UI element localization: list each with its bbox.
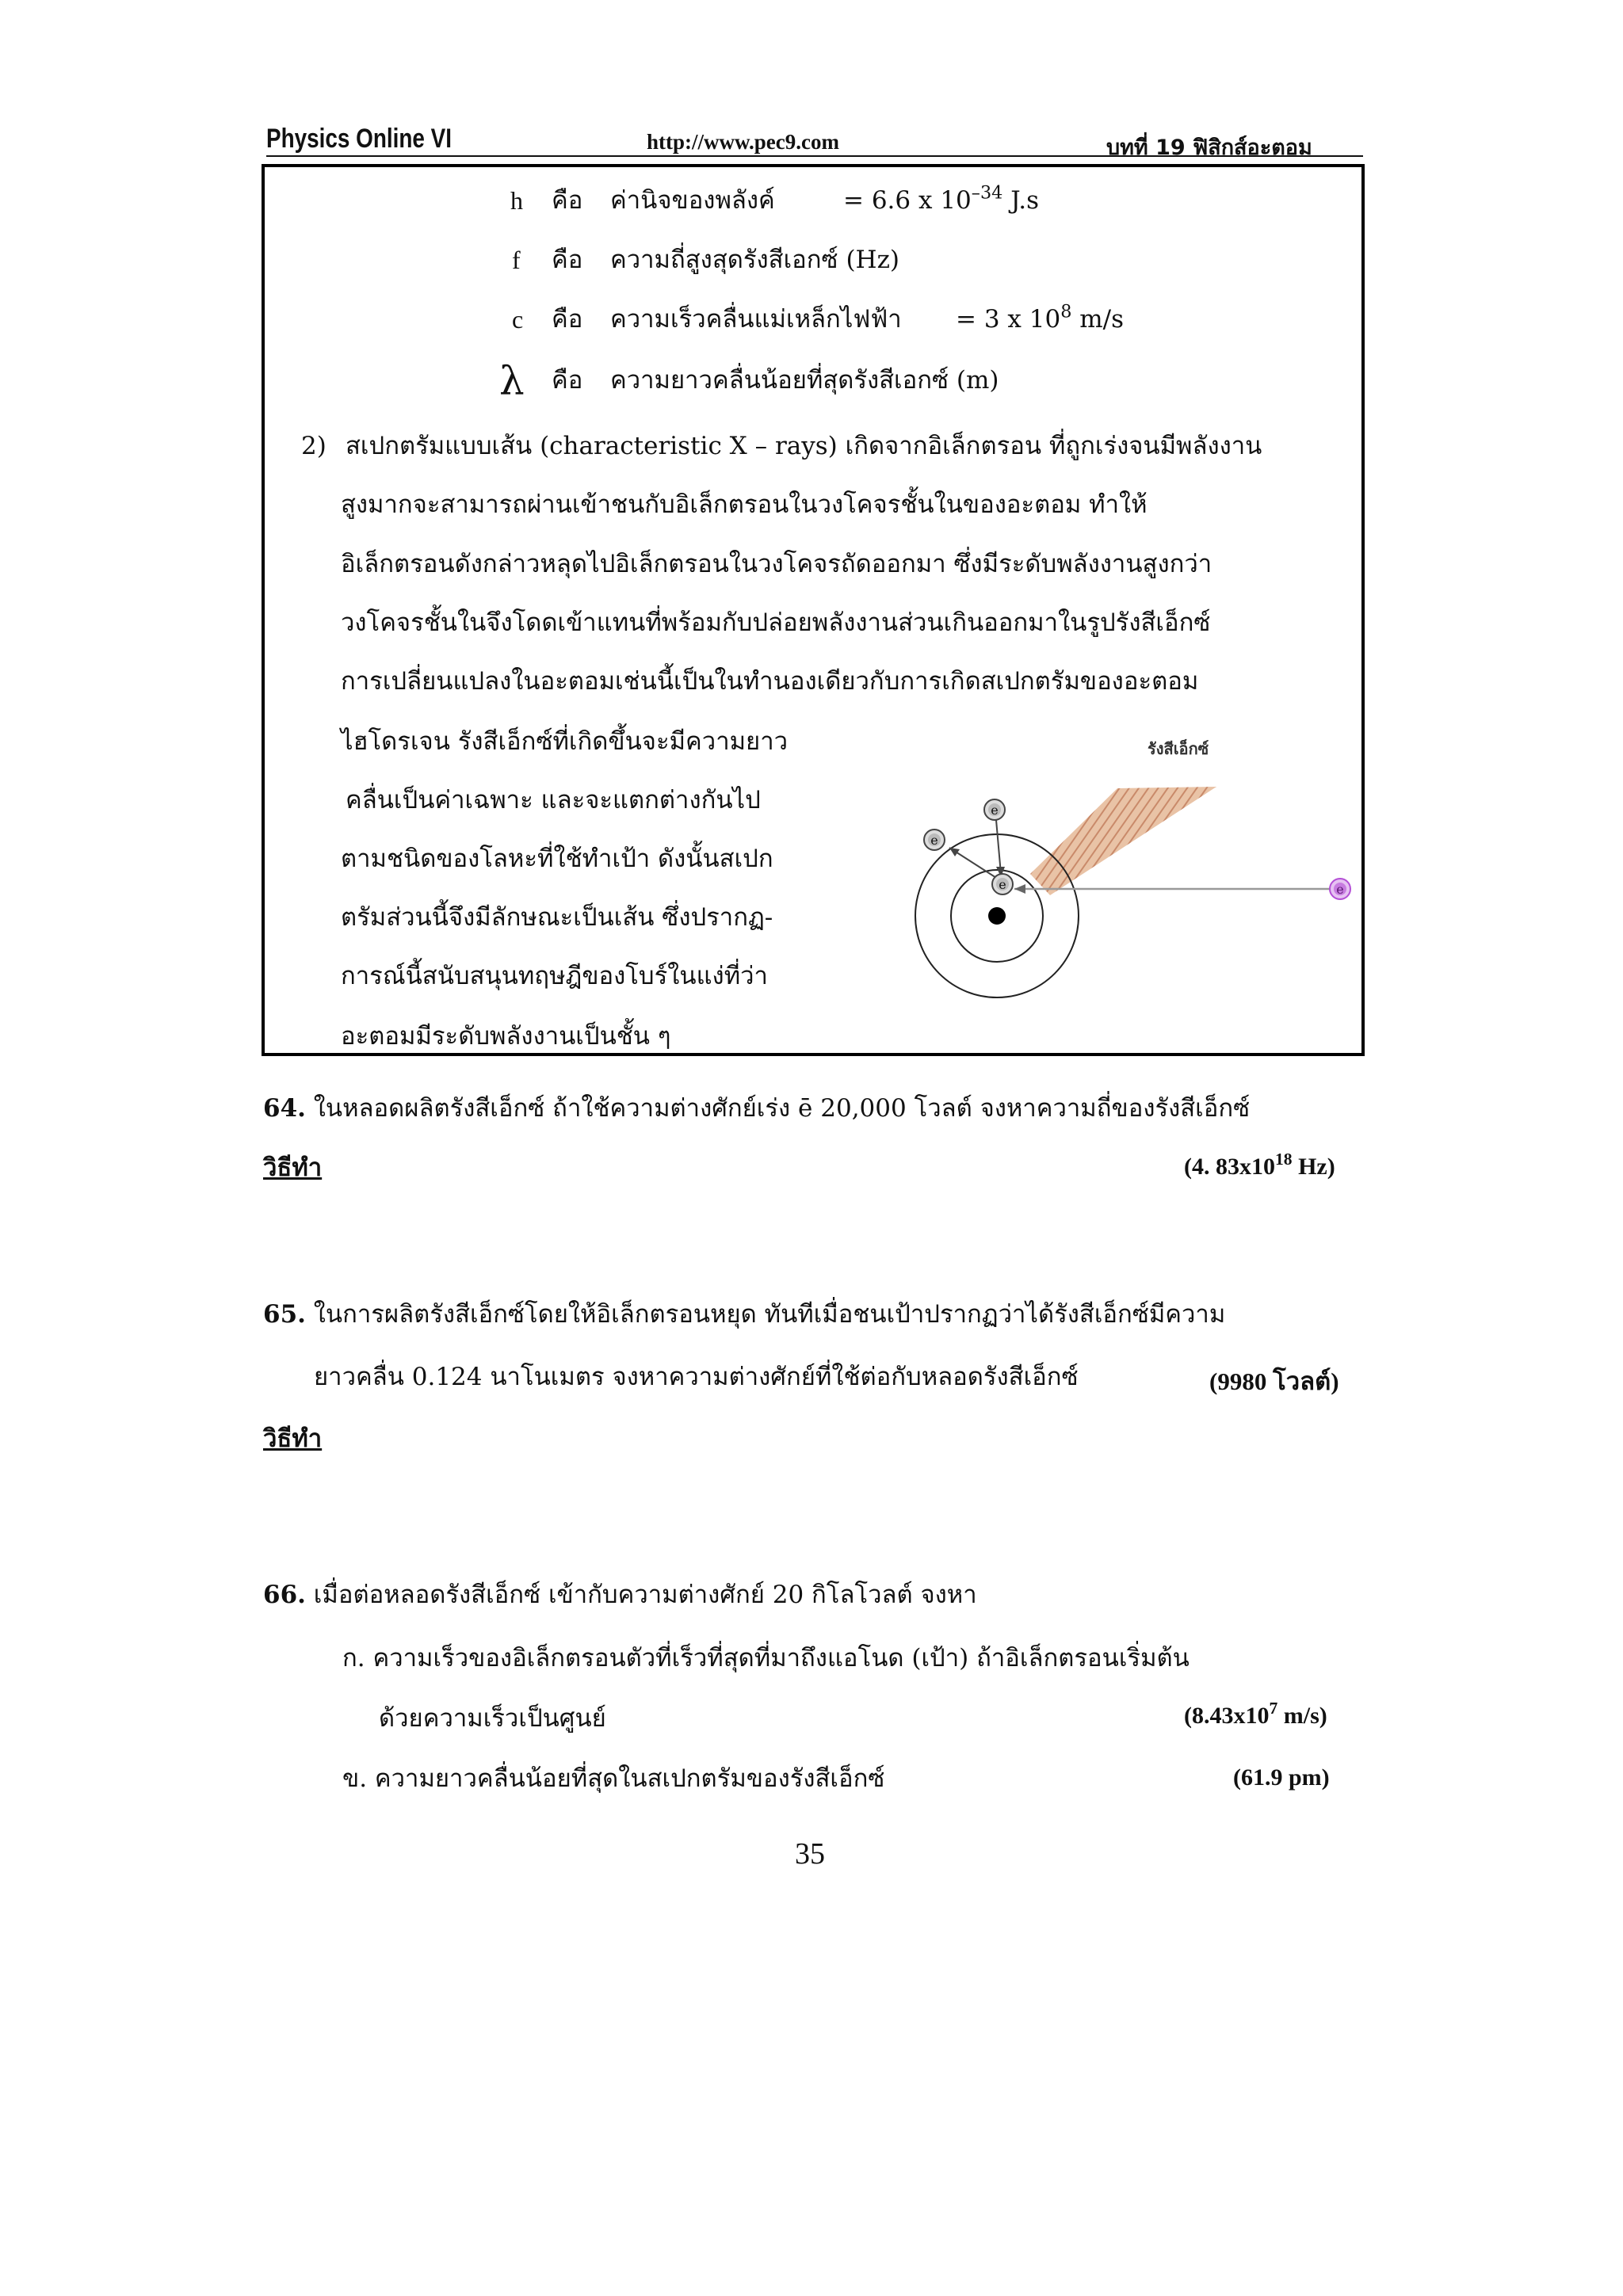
ejected-electron [924,830,945,850]
q66-part-a-answer: ($8.43x10^7$ m/s) [1184,1699,1327,1729]
q66-question: 66. เมื่อต่อหลอดรังสีเอ็กซ์ เข้ากับความต่างศักย์ 20 กิโลโวลต์ จงหา [263,1581,977,1609]
q66-part-a: ก. ความเร็วของอิเล็กตรอนตัวที่เร็วที่สุดที่มาถึงแอโนด (เป้า) ถ้าอิเล็กตรอนเริ่มต้น [342,1644,1190,1672]
q66-part-b: ข. ความยาวคลื่นน้อยที่สุดในสเปกตรัมของรังสีเอ็กซ์ [342,1764,885,1793]
page-number: 35 [795,1837,825,1871]
q66-part-a-line2: ด้วยความเร็วเป็นศูนย์ [379,1704,606,1733]
q65-question-line2: ยาวคลื่น 0.124 นาโนเมตร จงหาความต่างศักย์ที่ใช้ต่อกับหลอดรังสีเอ็กซ์ [314,1363,1079,1391]
nucleus [988,907,1006,925]
q65-question: 65. ในการผลิตรังสีเอ็กซ์โดยให้อิเล็กตรอนหยุด ทันทีเมื่อชนเป้าปรากฏว่าได้รังสีเอ็กซ์มีความ [263,1300,1226,1329]
section2-line: การเปลี่ยนแปลงในอะตอมเช่นนี้เป็นในทำนองเดียวกับการเกิดสเปกตรัมของอะตอม [341,667,1199,696]
header-url: http://www.pec9.com [647,130,839,154]
header-title: Physics Online VI [266,124,452,154]
inner-electron [992,874,1013,894]
q64-answer: (4. $83x10^{18}$ Hz) [1184,1150,1335,1180]
def-f: f คือ ความถี่สูงสุดรังสีเอกซ์ (Hz) [512,246,900,274]
section2-line: ตรัมส่วนนี้จึงมีลักษณะเป็นเส้น ซึ่งปรากฏ- [341,903,773,932]
section2-line: วงโคจรชั้นในจึงโดดเข้าแทนที่พร้อมกับปล่อยพลังงานส่วนเกินออกมาในรูปรังสีเอ็กซ์ [341,608,1211,637]
section2-line: สเปกตรัมแบบเส้น (characteristic X – rays) เกิดจากอิเล็กตรอน ที่ถูกเร่งจนมีพลังงาน [346,432,1262,460]
def-c: c คือ ความเร็วคลื่นแม่เหล็กไฟฟ้า = 3 x $10^8$ m/s [512,301,1125,334]
svg-text:e: e [991,803,999,818]
q66-part-b-answer: (61.9 pm) [1233,1764,1330,1791]
q64-method: วิธีทำ [263,1154,323,1182]
section2-number: 2) [301,432,327,460]
section2-line: ไฮโดรเจน รังสีเอ็กซ์ที่เกิดขึ้นจะมีความยาว [341,727,789,756]
header-chapter: บทที่ 19 ฟิสิกส์อะตอม [1106,135,1312,160]
section2-line: ตามชนิดของโลหะที่ใช้ทำเป้า ดังนั้นสเปก [341,845,773,873]
xray-label: รังสีเอ็กซ์ [1148,739,1209,758]
transition-path [996,820,1001,874]
q65-answer: (9980 โวลต์) [1209,1367,1339,1395]
section2-line: การณ์นี้สนับสนุนทฤษฎีของโบร์ในแง่ที่ว่า [341,962,768,990]
def-lambda: λ คือ ความยาวคลื่นน้อยที่สุดรังสีเอกซ์ (m) [499,358,999,404]
outer-electron [984,799,1005,820]
xray-beam [1030,787,1216,895]
svg-text:e: e [1336,882,1344,897]
def-h: h คือ ค่านิจของพลังค์ = 6.6 x $10^{-34}$ J.s [510,182,1039,215]
svg-text:e: e [999,877,1006,892]
section2-line: สูงมากจะสามารถผ่านเข้าชนกับอิเล็กตรอนในวงโคจรชั้นในของอะตอม ทำให้ [341,490,1148,519]
q64-question: 64. ในหลอดผลิตรังสีเอ็กซ์ ถ้าใช้ความต่างศักย์เร่ง ē 20,000 โวลต์ จงหาความถี่ของรังสีเอ็กซ์ [263,1094,1251,1123]
incoming-electron [1330,879,1350,899]
section2-line: อิเล็กตรอนดังกล่าวหลุดไปอิเล็กตรอนในวงโคจรถัดออกมา ซึ่งมีระดับพลังงานสูงกว่า [341,550,1212,578]
svg-text:e: e [930,833,938,848]
header-rule [266,155,1363,157]
section2-line: อะตอมมีระดับพลังงานเป็นชั้น ๆ [341,1022,671,1051]
section2-line: คลื่นเป็นค่าเฉพาะ และจะแตกต่างกันไป [346,786,761,814]
q65-method: วิธีทำ [263,1425,323,1453]
xray-atom-figure [856,721,1363,1022]
